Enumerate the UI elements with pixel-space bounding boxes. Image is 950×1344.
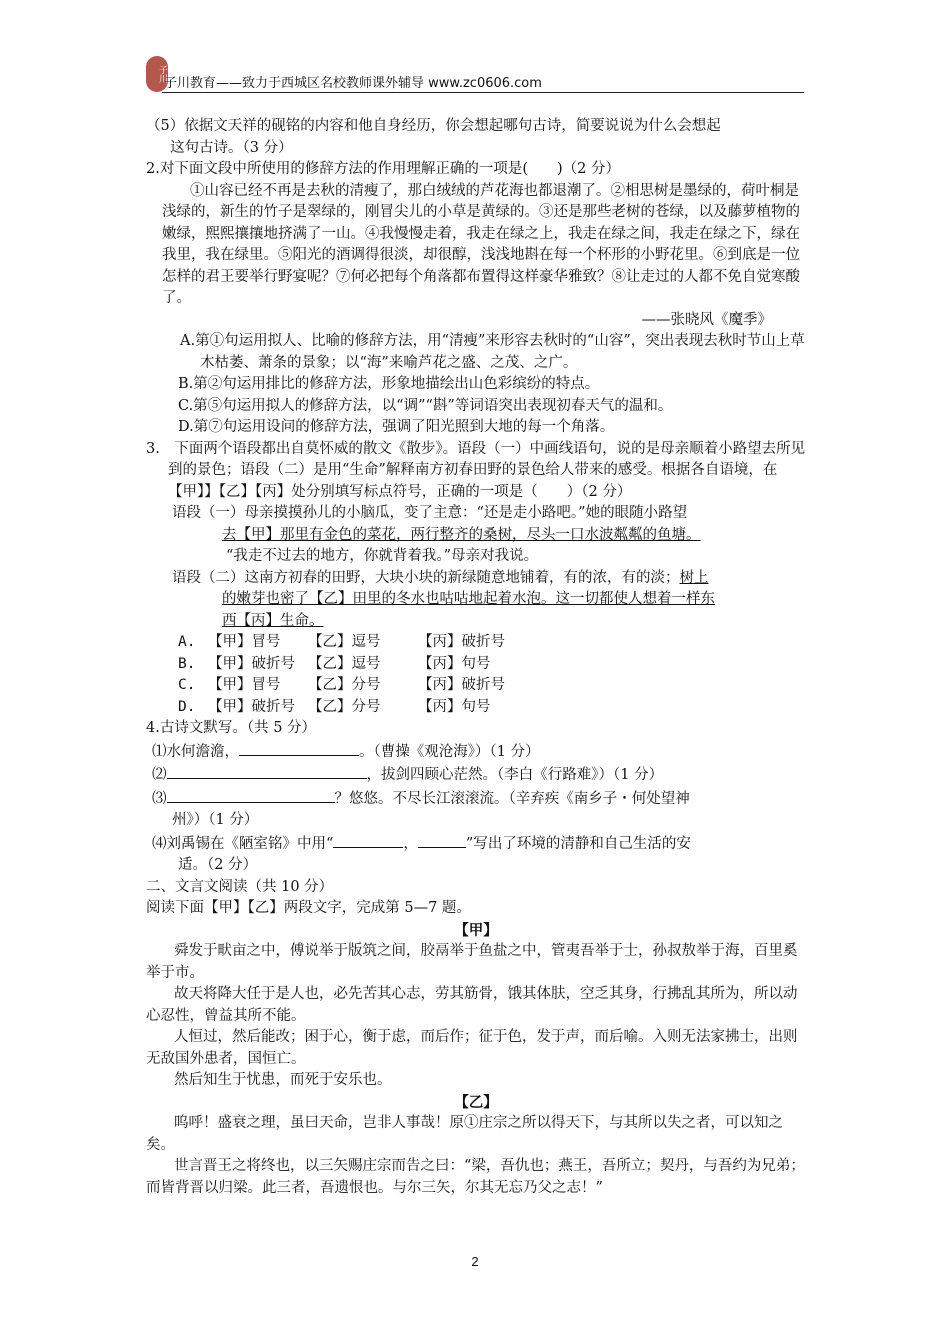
q3-seg1-line1 bbox=[146, 503, 806, 525]
q2-stem: 2.对下面文段中所使用的修辞方法的作用理解正确的一项是( )（2 分） bbox=[146, 161, 620, 177]
q3-seg2-text: 语段（二）这南方初春的田野，大块小块的新绿随意地铺着，有的浓，有的淡； bbox=[172, 569, 680, 586]
q3-seg1-line2: 去【甲】那里有金色的菜花，两行整齐的桑树，尽头一口水波粼粼的鱼塘。 bbox=[222, 526, 701, 543]
jia-paragraph-1: 舜发于畎亩之中，傅说举于版筑之间，胶鬲举于鱼盐之中，管夷吾举于士，孙叔敖举于海，百里奚举于市。 bbox=[146, 943, 798, 981]
q3-option-a: A. 【甲】冒号 【乙】逗号 【丙】破折号 bbox=[178, 634, 505, 650]
q4-item4: ⑷刘禹锡在《陋室铭》中用“ ， ”写出了环境的清静和自己生活的安 bbox=[146, 832, 806, 856]
q2-passage: ①山容已经不再是去秋的清瘦了，那白绒绒的芦花海也都退潮了。②相思树是墨绿的，荷叶桐是浅绿的，新生的竹子是翠绿的，刚冒尖儿的小草是黄绿的。③还是那些老树的苍绿，以及藤萝植物的嫩绿，熙熙攘攘地挤满了一山。④我慢慢走着，我走在绿之上，我走在绿之间，我走在绿之下，绿在我里，我在绿里。⑤阳光的酒调得很淡，却很醇，浅浅地斟在每一个杯形的小野花里。⑥到底是一位怎样的君王要举行野宴呢？⑦何必把每个角落都布置得这样豪华雅致？⑧让走过的人都不免自觉寒酸了。 bbox=[162, 182, 800, 306]
yi-paragraph-1: 呜呼！盛衰之理，虽曰天命，岂非人事哉！原①庄宗之所以得天下，与其所以失之者，可以知之矣。 bbox=[146, 1115, 783, 1153]
document-body bbox=[146, 116, 806, 1199]
q3-option-d: D. 【甲】破折号 【乙】分号 【丙】句号 bbox=[178, 698, 491, 715]
q3-seg2-line2: 的嫩芽也密了【乙】田里的冬水也咕咕地起着水泡。这一切都使人想着一样东 bbox=[222, 591, 715, 607]
q4-item2-blank[interactable] bbox=[167, 763, 367, 779]
q1-5-line2: 这句古诗。（3 分） bbox=[170, 139, 293, 156]
q3-seg2-underlined: 树上 bbox=[679, 569, 709, 586]
q4-item4-cont: 适。（2 分） bbox=[178, 857, 258, 873]
q3-options bbox=[146, 632, 806, 718]
q2-option-b: B.第②句运用排比的修辞方法，形象地描绘出山色彩缤纷的特点。 bbox=[178, 376, 600, 392]
q4-item2: ⑵ ，拔剑四顾心茫然。（李白《行路难》）（1 分） bbox=[146, 763, 806, 787]
q3-seg2-line1 bbox=[146, 568, 806, 590]
header-text: 子川教育——致力于西城区名校教师课外辅导 www.zc0606.com bbox=[164, 76, 542, 91]
jia-paragraph-4: 然后知生于忧患，而死于安乐也。 bbox=[174, 1072, 392, 1088]
q2-source: ——张晓风《魔季》 bbox=[641, 311, 772, 328]
q3-option-c: C. 【甲】冒号 【乙】分号 【丙】破折号 bbox=[178, 677, 505, 693]
q4-item3-cont: 州》）（1 分） bbox=[172, 812, 259, 828]
q2-option-a: A.第①句运用拟人、比喻的修辞方法，用“清瘦”来形容去秋时的“山容”，突出表现去秋时节山上草木枯萎、萧条的景象；以“海”来喻芦花之盛、之茂、之广。 bbox=[180, 333, 805, 371]
q4-stem: 4.古诗文默写。（共 5 分） bbox=[146, 720, 317, 736]
q4-item4-blank1[interactable] bbox=[333, 832, 403, 848]
logo-seal: 子川 bbox=[146, 56, 168, 92]
header-divider bbox=[162, 92, 804, 93]
q3-seg2-line3: 西【丙】生命。 bbox=[222, 612, 324, 629]
page-header bbox=[146, 48, 806, 100]
jia-paragraph-2: 故天将降大任于是人也，必先苦其心志，劳其筋骨，饿其体肤，空乏其身，行拂乱其所为，所以动心忍性，曾益其所不能。 bbox=[146, 986, 798, 1024]
q3-seg1-line3: “我走不过去的地方，你就背着我。”母亲对我说。 bbox=[226, 548, 539, 564]
yi-paragraph-2: 世言晋王之将终也，以三矢赐庄宗而告之曰：“梁，吾仇也；燕王，吾所立；契丹，与吾约为兄弟；而皆背晋以归梁。此三者，吾遗恨也。与尔三矢，尔其无忘乃父之志！” bbox=[146, 1158, 805, 1196]
q4-item4-blank2[interactable] bbox=[418, 832, 466, 848]
jia-title: 【甲】 bbox=[454, 921, 498, 939]
q2-option-c: C.第⑤句运用拟人的修辞方法，以“调”“斟”等词语突出表现初春天气的温和。 bbox=[178, 397, 673, 414]
q4-item1-blank[interactable] bbox=[239, 740, 359, 756]
yi-title: 【乙】 bbox=[454, 1093, 498, 1111]
q4-item3-blank[interactable] bbox=[167, 787, 335, 803]
section2-intro: 阅读下面【甲】【乙】两段文字，完成第 5—7 题。 bbox=[146, 900, 471, 916]
q3-stem: 3. 下面两个语段都出自莫怀威的散文《散步》。语段（一）中画线语句，说的是母亲顺着小路望去所见到的景色；语段（二）是用“生命”解释南方初春田野的景色给人带来的感受。根据各自语境，在【甲】】【乙】【丙】处分别填写标点符号，正确的一项是（ ）（2 分） bbox=[146, 440, 806, 500]
q3-option-b: B. 【甲】破折号 【乙】逗号 【丙】句号 bbox=[178, 655, 491, 672]
q4-item1: ⑴水何澹澹， 。（曹操《观沧海》）（1 分） bbox=[146, 740, 806, 764]
q1-5-line1: （5）依据文天祥的砚铭的内容和他自身经历，你会想起哪句古诗，简要说说为什么会想起 bbox=[146, 118, 721, 134]
section2-title: 二、文言文阅读（共 10 分） bbox=[146, 878, 334, 895]
jia-paragraph-3: 人恒过，然后能改；困于心，衡于虑，而后作；征于色，发于声，而后喻。入则无法家拂士，出则无敌国外患者，国恒亡。 bbox=[146, 1029, 798, 1067]
q3-seg1-text: 语段（一）母亲摸摸孙儿的小脑瓜，变了主意：“还是走小路吧。”她的眼随小路望 bbox=[172, 505, 688, 521]
page-number: 2 bbox=[471, 1254, 479, 1269]
q4-item3: ⑶ ？悠悠。不尽长江滚滚流。（辛弃疾《南乡子・何处望神 bbox=[146, 787, 806, 811]
q2-option-d: D.第⑦句运用设问的修辞方法，强调了阳光照到大地的每一个角落。 bbox=[178, 419, 615, 435]
